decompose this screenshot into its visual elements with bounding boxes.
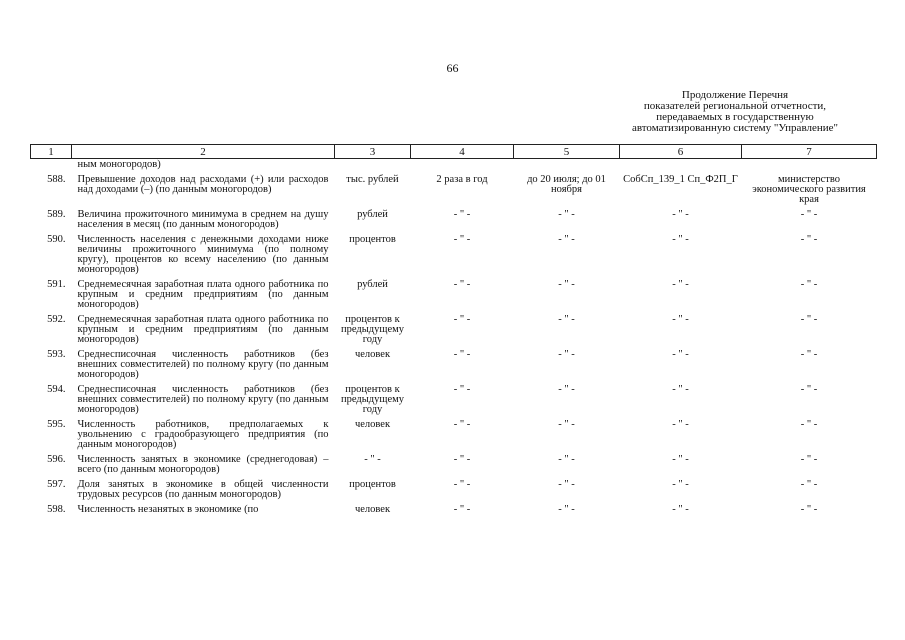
indicator-name: Среднесписочная численность работников (без внешних совместителей) по полному кругу (по данным моногородов)	[77, 349, 329, 380]
form-cell: - " -	[672, 279, 689, 290]
table-row	[31, 205, 877, 230]
list-continuation-header	[600, 90, 870, 134]
indicator-name: Численность работников, предполагаемых к увольнению с градообразующего предприятия (по данным моногородов)	[77, 419, 329, 450]
frequency-cell: - " -	[453, 314, 471, 325]
row-number: 598.	[47, 504, 66, 515]
column-number-row	[31, 145, 877, 159]
column-header: 1	[31, 145, 72, 159]
deadline-cell: - " -	[558, 209, 575, 220]
indicator-name: Численность незанятых в экономике (по	[77, 504, 259, 515]
frequency-cell: - " -	[453, 234, 471, 245]
indicator-name: Численность населения с денежными доходами ниже величины прожиточного минимума (по полному кругу), процентов ко всему населению (по данным моногородов)	[77, 234, 329, 275]
indicator-name: Среднесписочная численность работников (без внешних совместителей) по полному кругу (по данным моногородов)	[77, 384, 329, 415]
row-number: 589.	[47, 209, 66, 220]
form-cell: - " -	[672, 479, 689, 490]
responsible-cell: - " -	[800, 384, 818, 395]
responsible-cell: - " -	[800, 419, 818, 430]
table-row	[31, 450, 877, 475]
unit-cell: человек	[354, 349, 391, 360]
form-cell: - " -	[672, 349, 689, 360]
deadline-cell: до 20 июля; до 01 ноября	[527, 174, 606, 195]
indicator-name: Доля занятых в экономике в общей численности трудовых ресурсов (по данным моногородов)	[77, 479, 329, 500]
form-cell: - " -	[672, 419, 689, 430]
deadline-cell: - " -	[558, 234, 575, 245]
deadline-cell: - " -	[558, 384, 575, 395]
indicator-name: Численность занятых в экономике (среднегодовая) – всего (по данным моногородов)	[77, 454, 329, 475]
row-number: 593.	[47, 349, 66, 360]
deadline-cell: - " -	[558, 349, 575, 360]
unit-cell: человек	[354, 504, 391, 515]
responsible-cell: - " -	[800, 279, 818, 290]
header-line: показателей региональной отчетности,	[643, 100, 827, 112]
form-cell: СобСп_139_1 Сп_Ф2П_Г	[623, 174, 738, 185]
row-number: 595.	[47, 419, 66, 430]
indicator-name: Среднемесячная заработная плата одного работника по крупным и средним предприятиям (по данным моногородов)	[77, 314, 329, 345]
responsible-cell: - " -	[800, 504, 818, 515]
row-number: 588.	[47, 174, 66, 185]
unit-cell: - " -	[364, 454, 381, 465]
table-row	[31, 170, 877, 205]
form-cell: - " -	[672, 209, 689, 220]
frequency-cell: - " -	[453, 209, 471, 220]
frequency-cell: - " -	[453, 384, 471, 395]
table-row	[31, 475, 877, 500]
indicator-name: Среднемесячная заработная плата одного работника по крупным и средним предприятиям (по данным моногородов)	[77, 279, 329, 310]
indicator-name: Превышение доходов над расходами (+) или расходов над доходами (–) (по данным моногородов)	[77, 174, 329, 195]
frequency-cell: 2 раза в год	[436, 174, 488, 185]
unit-cell: процентов к предыдущему году	[340, 314, 405, 345]
table-row	[31, 310, 877, 345]
row-number: 594.	[47, 384, 66, 395]
column-header: 2	[72, 145, 335, 159]
table-row	[31, 415, 877, 450]
row-number: 597.	[47, 479, 66, 490]
deadline-cell: - " -	[558, 314, 575, 325]
unit-cell: человек	[354, 419, 391, 430]
table-row	[31, 500, 877, 515]
column-header: 4	[411, 145, 514, 159]
column-header: 5	[514, 145, 620, 159]
frequency-cell: - " -	[453, 279, 471, 290]
table-row	[31, 275, 877, 310]
frequency-cell: - " -	[453, 504, 471, 515]
table-row	[31, 380, 877, 415]
table-row	[31, 230, 877, 275]
frequency-cell: - " -	[453, 454, 471, 465]
form-cell: - " -	[672, 454, 689, 465]
form-cell: - " -	[672, 314, 689, 325]
column-header: 7	[742, 145, 877, 159]
continuation-row	[31, 159, 877, 171]
header-line: Продолжение Перечня	[681, 89, 789, 101]
form-cell: - " -	[672, 234, 689, 245]
row-number: 592.	[47, 314, 66, 325]
responsible-cell: министерство экономического развития края	[752, 174, 866, 205]
responsible-cell: - " -	[800, 314, 818, 325]
row-number: 596.	[47, 454, 66, 465]
deadline-cell: - " -	[558, 454, 575, 465]
responsible-cell: - " -	[800, 209, 818, 220]
frequency-cell: - " -	[453, 349, 471, 360]
form-cell: - " -	[672, 384, 689, 395]
continuation-text: ным моногородов)	[77, 159, 161, 170]
unit-cell: процентов к предыдущему году	[340, 384, 405, 415]
frequency-cell: - " -	[453, 419, 471, 430]
row-number: 591.	[47, 279, 66, 290]
unit-cell: рублей	[357, 279, 388, 290]
responsible-cell: - " -	[800, 479, 818, 490]
header-line: автоматизированную систему "Управление"	[631, 122, 839, 134]
deadline-cell: - " -	[558, 419, 575, 430]
deadline-cell: - " -	[558, 479, 575, 490]
responsible-cell: - " -	[800, 454, 818, 465]
header-line: передаваемых в государственную	[656, 111, 814, 123]
column-header: 6	[620, 145, 742, 159]
responsible-cell: - " -	[800, 234, 818, 245]
unit-cell: процентов	[349, 479, 396, 490]
deadline-cell: - " -	[558, 279, 575, 290]
table-row	[31, 345, 877, 380]
indicator-name: Величина прожиточного минимума в среднем на душу населения в месяц (по данным моногородов)	[77, 209, 329, 230]
frequency-cell: - " -	[453, 479, 471, 490]
column-header: 3	[335, 145, 411, 159]
form-cell: - " -	[672, 504, 689, 515]
indicators-table	[30, 144, 877, 515]
unit-cell: процентов	[349, 234, 396, 245]
deadline-cell: - " -	[558, 504, 575, 515]
row-number: 590.	[47, 234, 66, 245]
page-number: 66	[446, 61, 459, 75]
responsible-cell: - " -	[800, 349, 818, 360]
unit-cell: рублей	[357, 209, 388, 220]
unit-cell: тыс. рублей	[346, 174, 399, 185]
